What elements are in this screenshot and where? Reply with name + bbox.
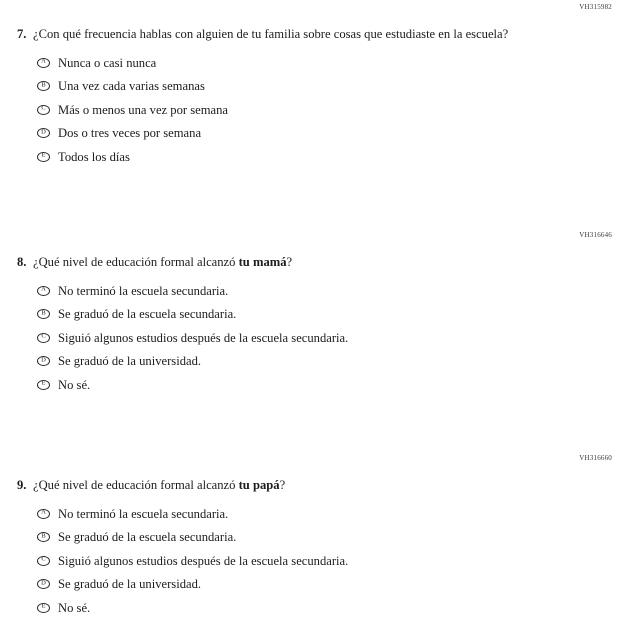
answer-option-label: Se graduó de la escuela secundaria. <box>58 530 237 544</box>
answer-bubble-letter: C <box>41 555 46 563</box>
question-block <box>0 231 620 392</box>
answer-option[interactable] <box>37 577 620 591</box>
section-gap <box>0 173 620 231</box>
answer-option-label: Dos o tres veces por semana <box>58 126 202 140</box>
answer-option[interactable] <box>37 150 620 164</box>
answer-bubble-letter: B <box>41 309 46 317</box>
question-number: 7. <box>17 27 27 41</box>
answer-option-label: No terminó la escuela secundaria. <box>58 283 229 298</box>
question-number: 8. <box>17 255 27 269</box>
answer-option[interactable] <box>37 103 620 117</box>
answer-option-label: Todos los días <box>58 149 130 164</box>
question-row <box>0 27 620 43</box>
question-text-suffix: ? <box>286 255 293 269</box>
answer-option[interactable] <box>37 284 620 298</box>
answer-options <box>0 507 620 615</box>
answer-bubble-icon[interactable] <box>37 556 50 566</box>
question-text <box>33 478 285 494</box>
answer-bubble-letter: E <box>41 151 46 159</box>
answer-bubble-letter: A <box>41 508 46 516</box>
answer-bubble-letter: D <box>41 356 46 364</box>
answer-option[interactable] <box>37 530 620 544</box>
question-text-bold: tu papá <box>238 478 280 492</box>
question-row <box>0 478 620 494</box>
answer-option[interactable] <box>37 79 620 93</box>
answer-option[interactable] <box>37 56 620 70</box>
answer-option[interactable] <box>37 601 620 615</box>
answer-bubble-letter: C <box>41 332 46 340</box>
section-gap <box>0 401 620 454</box>
answer-option[interactable] <box>37 307 620 321</box>
answer-bubble-icon[interactable] <box>37 532 50 542</box>
answer-bubble-icon[interactable] <box>37 58 50 68</box>
question-text-bold: tu mamá <box>238 255 287 269</box>
answer-option-label: Se graduó de la escuela secundaria. <box>58 307 237 321</box>
question-text-suffix: ? <box>279 478 286 492</box>
answer-option-label: Siguió algunos estudios después de la escuela secundaria. <box>58 553 349 568</box>
answer-bubble-icon[interactable] <box>37 333 50 343</box>
answer-option-label: Se graduó de la universidad. <box>58 577 202 591</box>
question-block <box>0 3 620 164</box>
answer-bubble-letter: E <box>41 602 46 610</box>
question-number: 9. <box>17 478 27 492</box>
answer-options <box>0 284 620 392</box>
answer-option[interactable] <box>37 378 620 392</box>
item-code: VH316660 <box>579 454 612 462</box>
answer-option-label: Se graduó de la universidad. <box>58 354 202 368</box>
answer-bubble-icon[interactable] <box>37 579 50 589</box>
answer-bubble-icon[interactable] <box>37 286 50 296</box>
answer-bubble-letter: E <box>41 379 46 387</box>
answer-option-label: No sé. <box>58 600 91 615</box>
answer-option-label: Una vez cada varias semanas <box>58 79 205 93</box>
answer-option[interactable] <box>37 331 620 345</box>
answer-bubble-letter: D <box>41 579 46 587</box>
answer-bubble-letter: B <box>41 81 46 89</box>
answer-option-label: Nunca o casi nunca <box>58 55 157 70</box>
item-code: VH316646 <box>579 231 612 239</box>
question-text <box>33 255 292 271</box>
answer-option[interactable] <box>37 354 620 368</box>
answer-option-label: Más o menos una vez por semana <box>58 102 228 117</box>
answer-bubble-icon[interactable] <box>37 380 50 390</box>
question-text-prefix: ¿Con qué frecuencia hablas con alguien de tu familia sobre cosas que estudiaste en la escuela? <box>33 27 509 41</box>
answer-bubble-letter: A <box>41 57 46 65</box>
answer-bubble-icon[interactable] <box>37 509 50 519</box>
question-row <box>0 255 620 271</box>
answer-bubble-icon[interactable] <box>37 81 50 91</box>
answer-option-label: No terminó la escuela secundaria. <box>58 506 229 521</box>
question-text-prefix: ¿Qué nivel de educación formal alcanzó <box>33 478 239 492</box>
answer-bubble-icon[interactable] <box>37 603 50 613</box>
answer-options <box>0 56 620 164</box>
item-code: VH315982 <box>579 3 612 11</box>
answer-option-label: No sé. <box>58 377 91 392</box>
answer-option[interactable] <box>37 507 620 521</box>
answer-bubble-letter: D <box>41 128 46 136</box>
answer-bubble-letter: B <box>41 532 46 540</box>
answer-bubble-icon[interactable] <box>37 128 50 138</box>
question-block <box>0 454 620 615</box>
question-text <box>33 27 508 43</box>
answer-option-label: Siguió algunos estudios después de la escuela secundaria. <box>58 330 349 345</box>
answer-bubble-icon[interactable] <box>37 309 50 319</box>
answer-bubble-icon[interactable] <box>37 105 50 115</box>
answer-bubble-letter: A <box>41 285 46 293</box>
question-text-prefix: ¿Qué nivel de educación formal alcanzó <box>33 255 239 269</box>
answer-bubble-icon[interactable] <box>37 152 50 162</box>
answer-option[interactable] <box>37 554 620 568</box>
answer-option[interactable] <box>37 126 620 140</box>
answer-bubble-icon[interactable] <box>37 356 50 366</box>
answer-bubble-letter: C <box>41 104 46 112</box>
